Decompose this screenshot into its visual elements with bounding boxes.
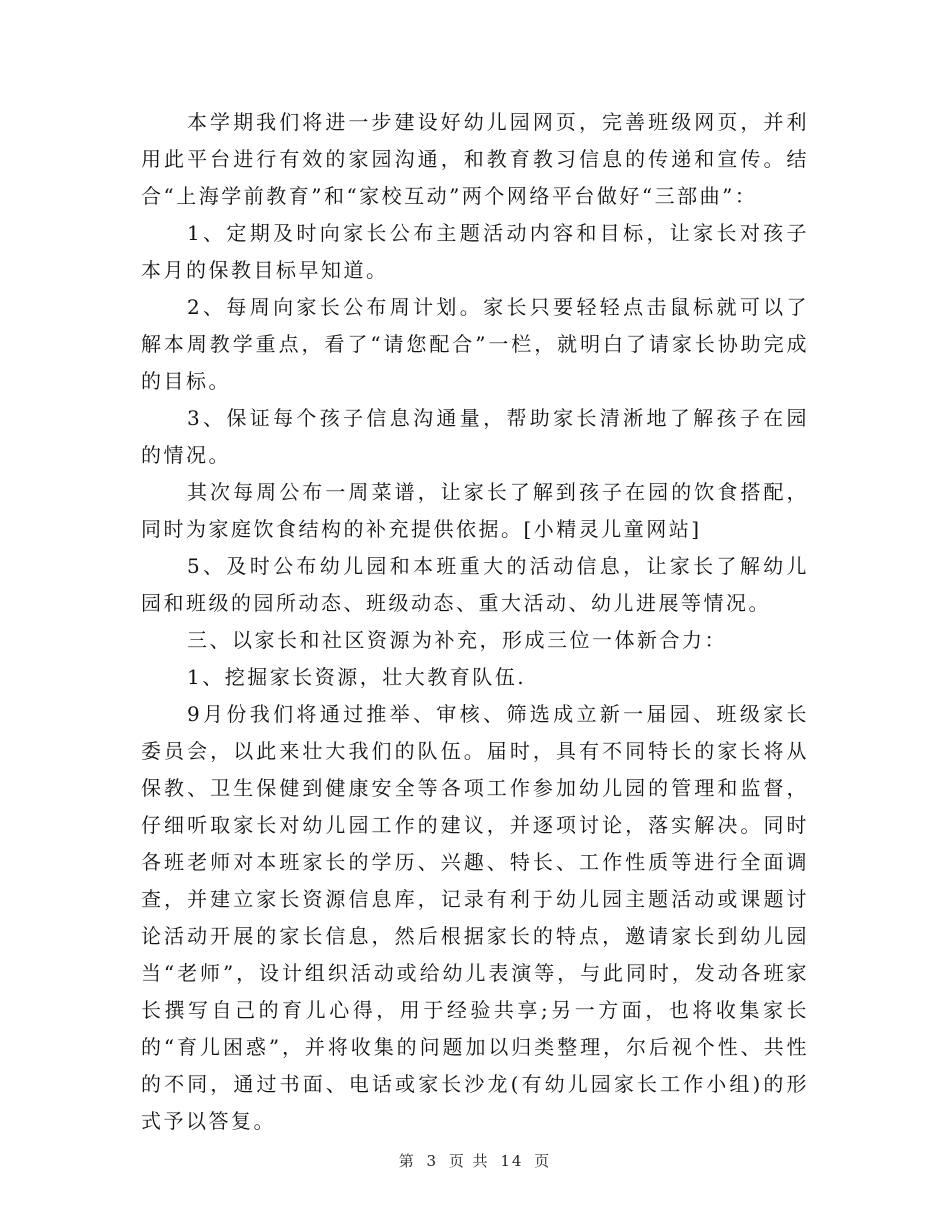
footer-current-page: 3 <box>426 1152 439 1170</box>
paragraph-intro: 本学期我们将进一步建设好幼儿园网页，完善班级网页，并利用此平台进行有效的家园沟通，和教育教习信息的传递和宣传。结合“上海学前教育”和“家校互动”两个网络平台做好“三部曲”： <box>141 110 809 208</box>
section-heading-3: 三、以家长和社区资源为补充，形成三位一体新合力： <box>187 628 727 652</box>
footer-middle: 页 共 <box>448 1152 490 1170</box>
paragraph-item-5: 5、及时公布幼儿园和本班重大的活动信息，让家长了解幼儿园和班级的园所动态、班级动态、重大活动、幼儿进展等情况。 <box>141 554 809 615</box>
subheading-parent-resources: 1、挖掘家长资源，壮大教育队伍. <box>187 665 527 689</box>
paragraph-item-3: 3、保证每个孩子信息沟通量，帮助家长清淅地了解孩子在园的情况。 <box>141 406 809 467</box>
paragraph-item-1: 1、定期及时向家长公布主题活动内容和目标，让家长对孩子本月的保教目标早知道。 <box>141 221 809 282</box>
footer-total-pages: 14 <box>500 1152 524 1170</box>
paragraph-committee: 9月份我们将通过推举、审核、筛选成立新一届园、班级家长委员会，以此来壮大我们的队伍。届时，具有不同特长的家长将从保教、卫生保健到健康安全等各项工作参加幼儿园的管理和监督，仔细听取家长对幼儿园工作的建议，并逐项讨论，落实解决。同时各班老师对本班家长的学历、兴趣、特长、工作性质等进行全面调查，并建立家长资源信息库，记录有利于幼儿园主题活动或课题讨论活动开展的家长信息，然后根据家长的特点，邀请家长到幼儿园当“老师”，设计组织活动或给幼儿表演等，与此同时，发动各班家长撰写自己的育儿心得，用于经验共享;另一方面，也将收集家长的“育儿困惑”，并将收集的问题加以归类整理，尔后视个性、共性的不同，通过书面、电话或家长沙龙(有幼儿园家长工作小组)的形式予以答复。 <box>141 702 809 1133</box>
document-body <box>141 104 809 1140</box>
footer-suffix: 页 <box>534 1152 552 1170</box>
paragraph-menu: 其次每周公布一周菜谱，让家长了解到孩子在园的饮食搭配，同时为家庭饮食结构的补充提供依据。[小精灵儿童网站] <box>141 480 809 541</box>
footer-prefix: 第 <box>398 1152 416 1170</box>
paragraph-item-2: 2、每周向家长公布周计划。家长只要轻轻点击鼠标就可以了解本周教学重点，看了“请您配合”一栏，就明白了请家长协助完成的目标。 <box>141 295 809 393</box>
page-footer <box>0 1150 950 1171</box>
